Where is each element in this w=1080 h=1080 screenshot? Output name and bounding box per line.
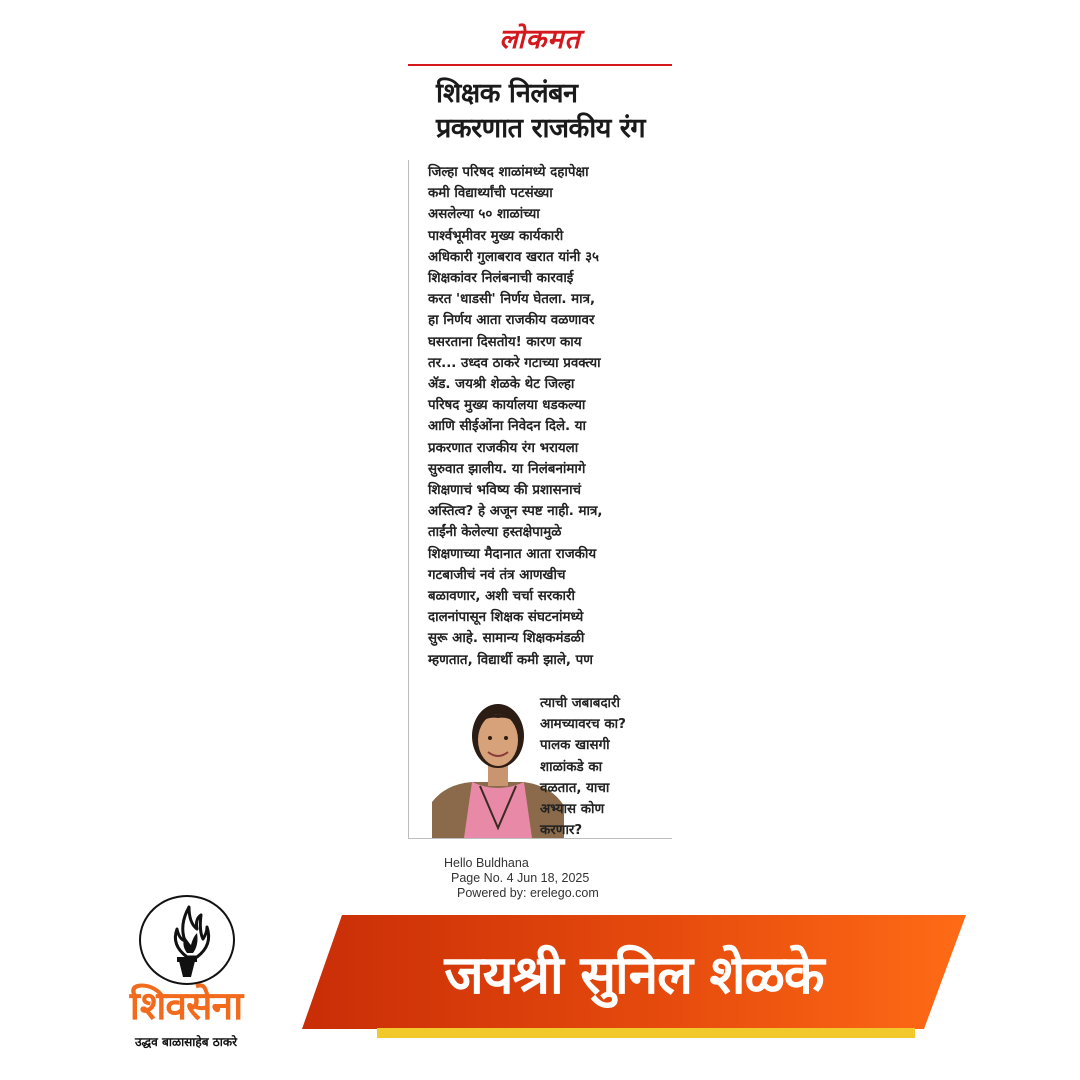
article-line: शिक्षणाच्या मैदानात आता राजकीय [428,546,597,562]
article-wrap-text [540,693,675,841]
headline-line-1: शिक्षक निलंबन [436,78,578,109]
article-line: गटबाजीचं नवं तंत्र आणखीच [428,567,566,583]
clipping-credit [444,856,599,901]
credit-page-date: Page No. 4 Jun 18, 2025 [451,871,590,885]
leader-name-banner: जयश्री सुनिल शेळके [444,944,824,1006]
article-line: वळतात, याचा [540,780,610,796]
article-line: सुरुवात झालीय. या निलंबनांमागे [428,461,586,477]
credit-powered-by: Powered by: erelego.com [457,886,599,900]
masthead-divider [408,64,672,66]
article-line: प्रकरणात राजकीय रंग भरायला [428,440,579,456]
article-line: हा निर्णय आता राजकीय वळणावर [428,313,595,329]
article-line: म्हणतात, विद्यार्थी कमी झाले, पण [428,652,593,668]
article-line: ताईंनी केलेल्या हस्तक्षेपामुळे [428,525,562,541]
article-line: सुरू आहे. सामान्य शिक्षकमंडळी [428,631,585,647]
newspaper-clipping [408,18,672,146]
article-line: असलेल्या ५० शाळांच्या [428,207,540,223]
article-line: परिषद मुख्य कार्यालया धडकल्या [428,398,586,414]
article-line: घसरताना दिसतोय! कारण काय [428,334,582,350]
article-line: अधिकारी गुलाबराव खरात यांनी ३५ [428,249,599,265]
article-line: जिल्हा परिषद शाळांमध्ये दहापेक्षा [428,165,589,180]
article-line: ॲड. जयश्री शेळके थेट जिल्हा [428,377,575,393]
article-line: करत 'धाडसी' निर्णय घेतला. मात्र, [428,292,596,308]
party-name: शिवसेना [129,984,243,1029]
article-line: कमी विद्यार्थ्यांची पटसंख्या [428,186,553,202]
credit-source: Hello Buldhana [444,856,529,870]
headline-line-2: प्रकरणात राजकीय रंग [436,113,646,144]
article-line: पालक खासगी [540,738,610,754]
newspaper-masthead: लोकमत [499,24,581,55]
article-line: करणार? [540,823,583,839]
party-torch-logo [139,895,235,985]
article-line: आणि सीईओंना निवेदन दिले. या [428,419,587,435]
article-line: बळावणार, अशी चर्चा सरकारी [428,589,575,605]
article-line: त्याची जबाबदारी [540,696,620,711]
article-line: दालनांपासून शिक्षक संघटनांमध्ये [428,610,584,626]
party-subtitle: उद्धव बाळासाहेब ठाकरे [134,1035,238,1049]
article-line: शाळांकडे का [540,759,603,775]
article-line: शिक्षणाचं भविष्य की प्रशासनाचं [428,483,582,499]
clipping-bottom-divider [408,838,672,839]
name-banner-underline [377,1028,915,1038]
torch-icon [141,897,233,983]
article-line: तर... उध्दव ठाकरे गटाच्या प्रवक्त्या [428,355,601,371]
article-headline [436,76,672,146]
article-line: आमच्यावरच का? [540,717,626,733]
article-body [428,162,672,671]
article-line: पार्श्वभूमीवर मुख्य कार्यकारी [428,228,564,244]
article-line: शिक्षकांवर निलंबनाची कारवाई [428,271,574,287]
article-line: अभ्यास कोण [540,802,605,818]
article-line: अस्तित्व? हे अजून स्पष्ट नाही. मात्र, [428,504,603,520]
column-divider [408,160,409,838]
